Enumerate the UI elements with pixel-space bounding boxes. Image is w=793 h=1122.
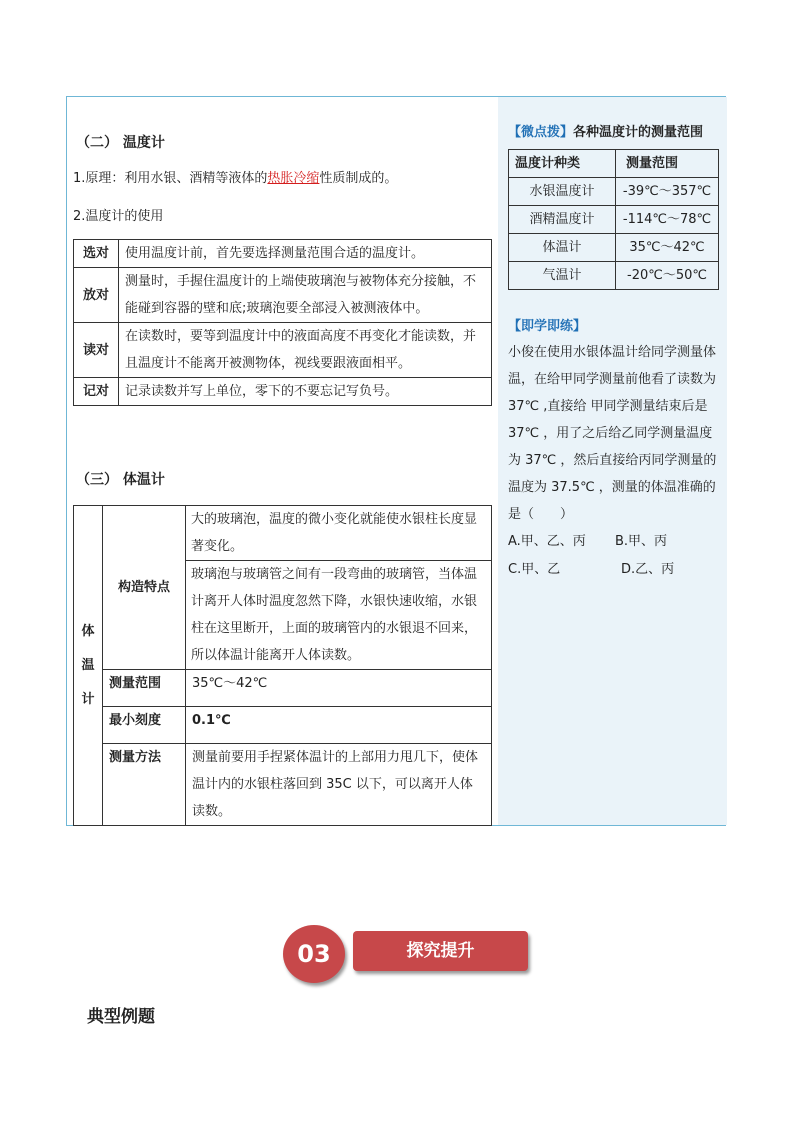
row-text: 使用温度计前，首先要选择测量范围合适的温度计。 [119,240,492,268]
range-value: 35℃～42℃ [186,670,492,707]
table-row [74,707,492,744]
row-key: 选对 [74,240,119,268]
tip-heading [508,121,703,140]
row-key: 记对 [74,378,119,406]
section-banner: 探究提升 [353,931,528,971]
cell-range: -114℃～78℃ [616,206,719,234]
usage-table [73,239,492,406]
min-value: 0.1℃ [186,707,492,744]
table-row [74,506,492,670]
side-label: 体 温 计 [74,506,103,826]
right-sidebar [498,97,727,825]
usage-heading: 2.温度计的使用 [73,209,164,224]
left-column [67,97,498,825]
cell-type: 酒精温度计 [509,206,616,234]
section-number-badge: 03 [283,925,345,983]
structure-2: 玻璃泡与玻璃管之间有一段弯曲的玻璃管，当体温计离开人体时温度忽然下降，水银快速收缩，水银柱在这里断开，上面的玻璃管内的水银退不回来，所以体温计能离开人体读数。 [191,567,478,663]
table-row [74,240,492,268]
table-row [509,262,719,290]
tip-title: 各种温度计的测量范围 [573,125,704,140]
table-row [509,234,719,262]
content-frame [66,96,726,826]
cell-range: -39℃～357℃ [616,178,719,206]
min-label: 最小刻度 [103,707,186,744]
cell-type: 水银温度计 [509,178,616,206]
cell-range: 35℃～42℃ [616,234,719,262]
thermometer-table [73,505,492,826]
section3-title: （三） 体温计 [76,472,165,488]
row-key: 放对 [74,268,119,323]
principle-prefix: 1.原理：利用水银、酒精等液体的 [73,171,268,186]
cell-type: 体温计 [509,234,616,262]
principle-suffix: 性质制成的。 [319,171,398,186]
row-key: 读对 [74,323,119,378]
method-label: 测量方法 [103,744,186,826]
structure-cell [186,506,492,670]
header-range: 测量范围 [616,150,719,178]
structure-1: 大的玻璃泡，温度的微小变化就能使水银柱长度显著变化。 [186,506,491,561]
cell-range: -20℃～50℃ [616,262,719,290]
row-text: 记录读数并写上单位，零下的不要忘记写负号。 [119,378,492,406]
principle-line [73,167,397,186]
row-text: 测量时，手握住温度计的上端使玻璃泡与被物体充分接触，不能碰到容器的壁和底;玻璃泡要全部浸入被测液体中。 [119,268,492,323]
option-b: B.甲、丙 [615,534,668,549]
section2-title: （二） 温度计 [76,135,165,151]
table-row [74,323,492,378]
range-table [508,149,719,290]
principle-highlight: 热胀冷缩 [267,171,320,186]
practice-tag: 【即学即练】 [508,319,587,334]
cell-type: 气温计 [509,262,616,290]
header-type: 温度计种类 [509,150,616,178]
table-row [74,268,492,323]
row-text: 在读数时，要等到温度计中的液面高度不再变化才能读数，并且温度计不能离开被测物体，视线要跟液面相平。 [119,323,492,378]
method-value: 测量前要用手捏紧体温计的上部用力甩几下，使体温计内的水银柱落回到 35C 以下，可以离开人体读数。 [186,744,492,826]
practice-question: 小俊在使用水银体温计给同学测量体温，在给甲同学测量前他看了读数为 37℃ ,直接给 甲同学测量结束后是 37℃ ，用了之后给乙同学测量温度为 37℃ ，然后直接给丙同学测量的 温度为 37.5℃ ，测量的体温准确的是（ ） [508,345,717,522]
table-row [509,206,719,234]
option-d: D.乙、丙 [621,562,675,577]
tip-tag: 【微点拨】 [508,125,574,140]
table-row [509,178,719,206]
table-header-row [509,150,719,178]
table-row [74,670,492,707]
range-label: 测量范围 [103,670,186,707]
structure-label: 构造特点 [103,506,186,670]
table-row [74,744,492,826]
option-c: C.甲、乙 [508,562,561,577]
example-heading: 典型例题 [87,1007,155,1027]
option-a: A.甲、乙、丙 [508,534,586,549]
table-row [74,378,492,406]
